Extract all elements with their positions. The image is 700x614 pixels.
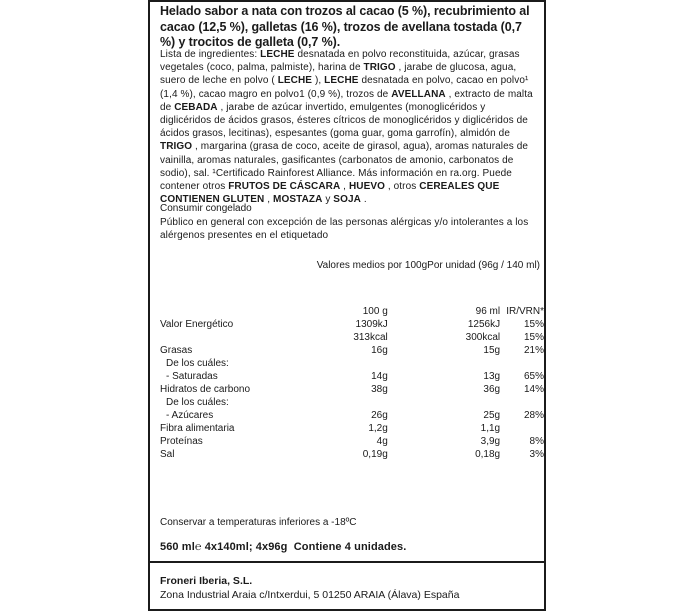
nutrition-row [160,435,544,448]
nutrient-name: Fibra alimentaria [160,423,235,434]
nutrient-value: 1309kJ [355,319,388,330]
nutrient-value: 38g [371,384,388,395]
nutrient-value: 15g [483,345,501,356]
nutrient-value: 25g [483,410,501,421]
nutrition-row [160,344,544,357]
nutrient-name: Grasas [160,345,193,356]
nutrient-value: 0,18g [475,449,501,460]
nutrient-name: De los cuáles: [166,358,229,369]
nutrition-row [160,318,544,331]
nutrition-row [160,448,544,461]
nutrient-value: 3,9g [480,436,501,447]
nutrient-value: 15% [523,332,544,343]
nutrient-value [315,396,388,409]
nutrient-value: 28% [523,410,544,421]
consumption-note: Consumir congelado [160,203,252,214]
nutrient-value: 16g [371,345,388,356]
nutrition-table [160,305,544,461]
footer-separator [150,561,544,563]
nutrient-name: Sal [160,449,175,460]
nutrient-name: De los cuáles: [166,397,229,408]
nutrient-value: 313kcal [353,332,388,343]
nutrient-value: 1,1g [480,423,501,434]
nutrient-value [500,396,544,409]
nutrient-value: 4g [376,436,388,447]
company-address: Zona Industrial Araia c/Intxerdui, 5 01250 ARAIA (Álava) España [160,589,460,601]
nutrient-value [500,422,544,435]
nutrient-value: 8% [529,436,544,447]
nutrient-value [388,396,500,409]
nutrition-table-body [160,318,544,461]
nutrient-name: Hidratos de carbono [160,384,251,395]
nutrition-table-header-row [160,305,544,318]
nutrient-value: 65% [523,371,544,382]
column-header-per-100g: 100 g [362,306,388,317]
nutrient-value: 26g [371,410,388,421]
nutrient-name: Valor Energético [160,319,234,330]
nutrient-value: 0,19g [362,449,388,460]
nutrition-values-header: Valores medios por 100gPor unidad (96g / 140 ml) [316,260,540,271]
nutrition-row [160,370,544,383]
nutrition-row [160,422,544,435]
nutrient-name: - Saturadas [166,371,218,382]
nutrient-value: 21% [523,345,544,356]
nutrient-name: - Azúcares [166,410,214,421]
nutrient-value: 14g [371,371,388,382]
nutrient-value: 36g [483,384,501,395]
nutrition-row [160,331,544,344]
column-header-ir-vrn: IR/VRN* [506,306,544,317]
nutrient-value: 14% [523,384,544,395]
column-header-nutrient [160,305,315,318]
nutrition-row [160,357,544,370]
audience-note: Público en general con excepción de las personas alérgicas y/o intolerantes a los alérgenos presentes en el etiquetado [160,217,529,242]
nutrition-row [160,396,544,409]
nutrient-value: 1,2g [368,423,388,434]
nutrient-value: 15% [523,319,544,330]
nutrient-name [160,331,315,344]
nutrition-label-panel [148,0,546,611]
nutrition-row [160,409,544,422]
net-quantity: 560 ml℮ 4x140ml; 4x96g Contiene 4 unidades. [160,541,407,553]
storage-note: Conservar a temperaturas inferiores a -18ºC [160,517,357,528]
company-name: Froneri Iberia, S.L. [160,575,253,587]
nutrient-value: 300kcal [465,332,501,343]
ingredients-list: Lista de ingredientes: LECHE desnatada en polvo reconstituida, azúcar, grasas vegetales (coco, palma, palmiste), harina de TRIGO , jarabe de glucosa, agua, suero de leche en polvo ( LECHE ), LECHE desnatada en polvo, cacao en polvo¹ (1,4 %), cacao magro en polvo1 (0,9 %), trozos de AVELLANA , extracto de malta de CEBADA , jarabe de azúcar invertido, emulgentes (monoglicéridos y diglicéridos de ácidos grasos, ésteres cítricos de monoglicéridos y diglicéridos de ácidos grasos, lecitinas), espesantes (goma guar, goma garrofín), almidón de TRIGO , margarina (grasa de coco, aceite de girasol, agua), aromas naturales de vainilla, aromas naturales, gasificantes (carbonatos de amonio, carbonatos de sodio), sal. ¹Certificado Rainforest Alliance. Más información en ra.org. Puede contener otros FRUTOS DE CÁSCARA , HUEVO , otros CEREALES QUE CONTIENEN GLUTEN , MOSTAZA y SOJA . [160,49,533,206]
product-title: Helado sabor a nata con trozos al cacao (5 %), recubrimiento al cacao (12,5 %), galletas (16 %), trozos de avellana tostada (0,7 %) y trocitos de galleta (0,7 %). [160,4,530,50]
nutrition-row [160,383,544,396]
column-header-per-unit: 96 ml [475,306,501,317]
nutrient-value: 13g [483,371,501,382]
nutrient-name: Proteínas [160,436,203,447]
nutrient-value [500,357,544,370]
nutrient-value: 3% [529,449,544,460]
nutrient-value [388,357,500,370]
nutrient-value: 1256kJ [467,319,501,330]
nutrient-value [315,357,388,370]
